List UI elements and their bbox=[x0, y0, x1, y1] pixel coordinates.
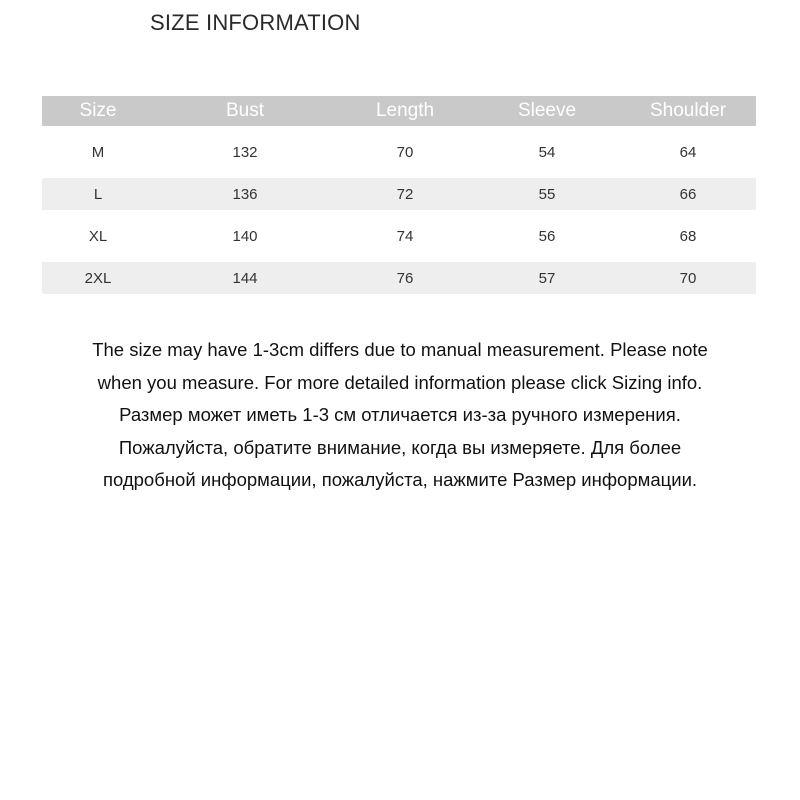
cell-length: 72 bbox=[396, 185, 414, 203]
cell-size: M bbox=[91, 143, 105, 161]
cell-bust: 144 bbox=[232, 269, 258, 287]
cell-sleeve: 54 bbox=[538, 143, 556, 161]
column-header-shoulder: Shoulder bbox=[649, 100, 727, 121]
table-row bbox=[42, 126, 756, 178]
cell-sleeve: 56 bbox=[538, 227, 556, 245]
cell-bust: 140 bbox=[232, 227, 258, 245]
note-line: подробной информации, пожалуйста, нажмите Размер информации. bbox=[102, 469, 698, 490]
cell-length: 70 bbox=[396, 143, 414, 161]
cell-shoulder: 66 bbox=[679, 185, 697, 203]
size-table bbox=[42, 96, 756, 294]
note-line: Пожалуйста, обратите внимание, когда вы измеряете. Для более bbox=[118, 436, 682, 458]
measurement-note bbox=[40, 334, 760, 497]
cell-length: 74 bbox=[396, 227, 414, 245]
cell-size: L bbox=[93, 185, 103, 203]
note-line: The size may have 1-3cm differs due to manual measurement. Please note bbox=[92, 339, 708, 360]
column-header-length: Length bbox=[375, 100, 435, 121]
cell-size: 2XL bbox=[84, 269, 112, 287]
page-title: SIZE INFORMATION bbox=[150, 10, 361, 35]
cell-sleeve: 57 bbox=[538, 269, 556, 287]
cell-length: 76 bbox=[396, 269, 414, 287]
cell-sleeve: 55 bbox=[538, 185, 556, 203]
column-header-bust: Bust bbox=[225, 100, 265, 121]
cell-shoulder: 68 bbox=[679, 227, 697, 245]
cell-bust: 132 bbox=[232, 143, 258, 161]
note-line: when you measure. For more detailed information please click Sizing info. bbox=[97, 371, 703, 393]
cell-shoulder: 64 bbox=[679, 143, 697, 161]
cell-size: XL bbox=[88, 227, 108, 245]
note-line: Размер может иметь 1-3 см отличается из-за ручного измерения. bbox=[119, 404, 681, 425]
column-header-sleeve: Sleeve bbox=[517, 100, 577, 121]
column-header-size: Size bbox=[79, 100, 117, 121]
table-row bbox=[42, 210, 756, 262]
cell-bust: 136 bbox=[232, 185, 258, 203]
cell-shoulder: 70 bbox=[679, 269, 697, 287]
table-row bbox=[42, 178, 756, 210]
table-header bbox=[42, 96, 756, 126]
table-row bbox=[42, 262, 756, 294]
